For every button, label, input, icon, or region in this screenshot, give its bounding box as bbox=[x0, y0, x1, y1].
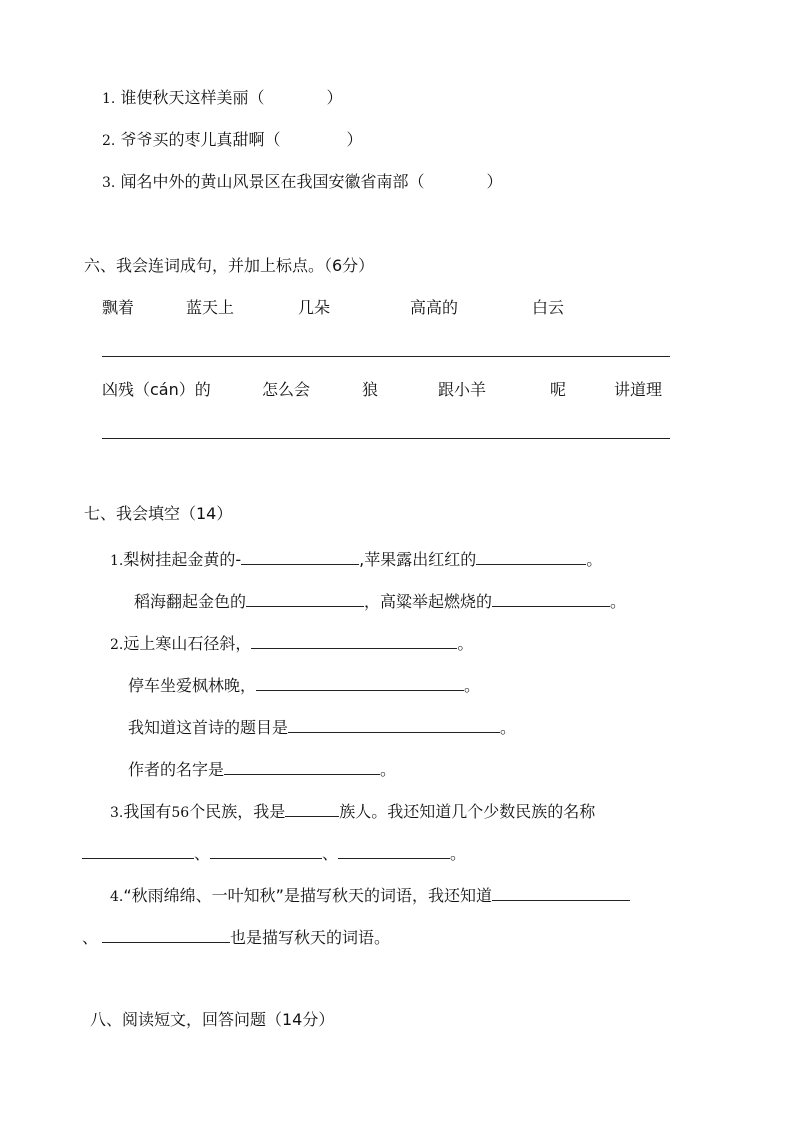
blank-field[interactable] bbox=[256, 674, 464, 691]
blank-field[interactable] bbox=[246, 590, 364, 607]
blank-field[interactable] bbox=[102, 926, 230, 943]
word-card: 凶残（cán）的 bbox=[102, 380, 211, 399]
word-card: 几朵 bbox=[298, 298, 331, 317]
punct: 。 bbox=[450, 844, 467, 863]
item-text: 闻名中外的黄山风景区在我国安徽省南部（ bbox=[120, 172, 425, 191]
section-6-title: 六、我会连词成句，并加上标点。（6分） bbox=[84, 256, 375, 275]
prompt-text: ，高粱举起燃烧的 bbox=[364, 592, 493, 611]
item-close: ） bbox=[486, 172, 503, 191]
prompt-text: 我知道这首诗的题目是 bbox=[128, 718, 289, 737]
prompt-text: 族人。我还知道几个少数民族的名称 bbox=[339, 802, 596, 821]
prompt-text: 稻海翻起金色的 bbox=[134, 592, 247, 611]
punct: 。 bbox=[464, 676, 481, 695]
blank-field[interactable] bbox=[241, 548, 359, 565]
q5-item-1 bbox=[102, 88, 342, 109]
prompt-text: “秋雨绵绵、一叶知秋”是描写秋天的词语，我还知道 bbox=[123, 886, 492, 905]
item-number: 1. bbox=[102, 91, 116, 107]
punct: 。 bbox=[586, 550, 603, 569]
fill-line-2 bbox=[134, 590, 626, 612]
word-card: 讲道理 bbox=[614, 380, 663, 399]
fill-line-10 bbox=[82, 926, 390, 948]
punct: 、 bbox=[322, 844, 339, 863]
blank-field[interactable] bbox=[492, 590, 610, 607]
q5-item-2 bbox=[102, 130, 362, 151]
blank-field[interactable] bbox=[224, 758, 380, 775]
fill-line-1 bbox=[110, 548, 602, 571]
word-card: 怎么会 bbox=[262, 380, 311, 399]
blank-field[interactable] bbox=[476, 548, 586, 565]
item-text: 谁使秋天这样美丽（ bbox=[120, 88, 265, 107]
blank-field[interactable] bbox=[82, 842, 194, 859]
item-number: 3. bbox=[102, 175, 116, 191]
word-card: 白云 bbox=[532, 298, 565, 317]
word-card: 跟小羊 bbox=[438, 380, 487, 399]
word-card: 呢 bbox=[550, 380, 567, 399]
fill-line-6 bbox=[128, 758, 396, 780]
prompt-text: 我国有 bbox=[123, 802, 172, 821]
prompt-text: 个民族，我是 bbox=[189, 802, 286, 821]
fill-line-9 bbox=[110, 884, 630, 907]
punct: 、 bbox=[194, 844, 211, 863]
fill-line-4 bbox=[128, 674, 480, 696]
word-card: 飘着 bbox=[102, 298, 135, 317]
number-text: 56 bbox=[171, 805, 190, 821]
section-8-title: 八、阅读短文，回答问题（14分） bbox=[90, 1010, 335, 1029]
item-text: 爷爷买的枣儿真甜啊（ bbox=[120, 130, 281, 149]
q5-item-3 bbox=[102, 172, 502, 193]
blank-field[interactable] bbox=[285, 800, 339, 817]
fill-line-7 bbox=[110, 800, 595, 823]
blank-field[interactable] bbox=[210, 842, 322, 859]
item-close: ） bbox=[326, 88, 343, 107]
section-7-title: 七、我会填空（14） bbox=[84, 504, 233, 523]
word-card: 狼 bbox=[362, 380, 379, 399]
prompt-text: 作者的名字是 bbox=[128, 760, 225, 779]
blank-field[interactable] bbox=[338, 842, 450, 859]
item-number: 1. bbox=[110, 553, 124, 569]
prompt-text: 远上寒山石径斜， bbox=[123, 634, 252, 653]
punct: 、 bbox=[82, 928, 99, 947]
prompt-text: ,苹果露出红红的 bbox=[359, 550, 477, 569]
prompt-text: 停车坐爱枫林晚， bbox=[128, 676, 257, 695]
item-number: 4. bbox=[110, 889, 124, 905]
punct: 。 bbox=[610, 592, 627, 611]
item-number: 2. bbox=[110, 637, 124, 653]
word-card: 蓝天上 bbox=[186, 298, 235, 317]
blank-field[interactable] bbox=[492, 884, 630, 901]
answer-line[interactable] bbox=[102, 438, 670, 439]
prompt-text: 梨树挂起金黄的- bbox=[123, 550, 242, 569]
blank-field[interactable] bbox=[288, 716, 500, 733]
punct: 。 bbox=[500, 718, 517, 737]
punct: 。 bbox=[457, 634, 474, 653]
blank-field[interactable] bbox=[251, 632, 457, 649]
item-number: 3. bbox=[110, 805, 124, 821]
word-card: 高高的 bbox=[410, 298, 459, 317]
fill-line-3 bbox=[110, 632, 473, 655]
item-close: ） bbox=[346, 130, 363, 149]
punct: 。 bbox=[380, 760, 397, 779]
fill-line-8 bbox=[82, 842, 466, 864]
answer-line[interactable] bbox=[102, 356, 670, 357]
item-number: 2. bbox=[102, 133, 116, 149]
prompt-text: 也是描写秋天的词语。 bbox=[230, 928, 391, 947]
fill-line-5 bbox=[128, 716, 516, 738]
